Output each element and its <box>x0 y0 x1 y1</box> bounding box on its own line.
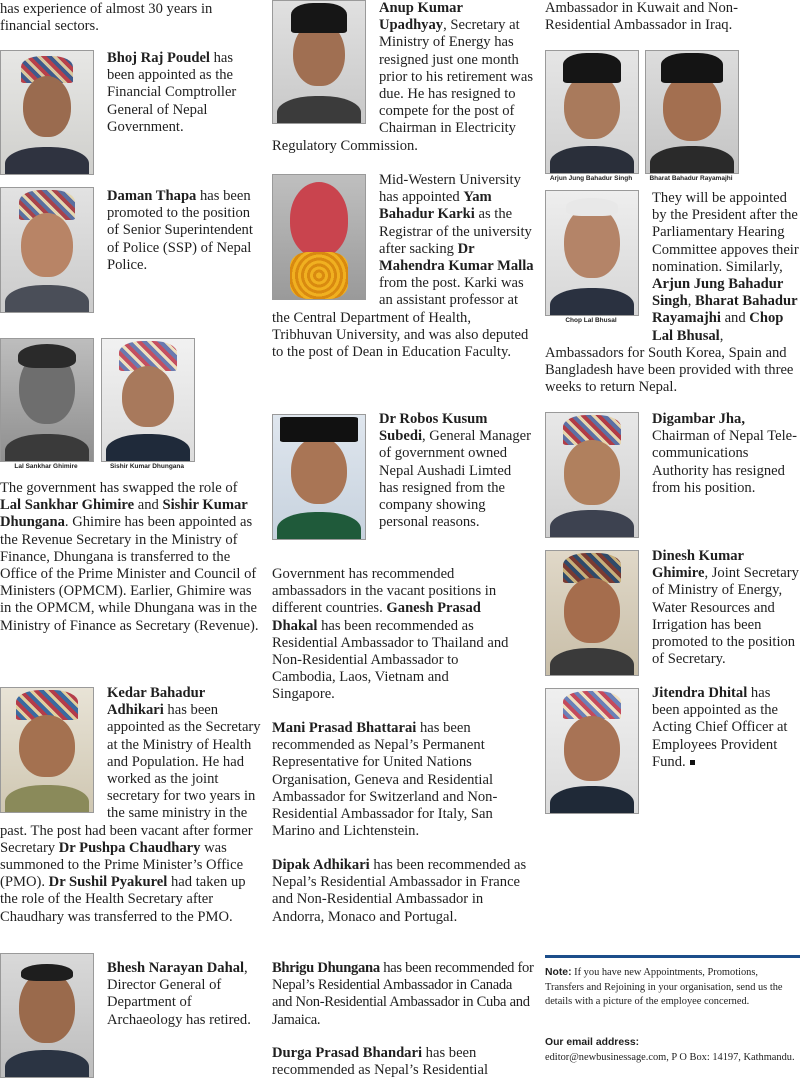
text-dahal: Bhesh Narayan Dahal, Director General of Department of Archaeology has retired. <box>107 960 251 1028</box>
name-dinesh: Dinesh Kumar Ghimire <box>652 548 744 582</box>
name-upadhyay: Anup Kumar Upadhyay <box>379 0 463 34</box>
name-poudel: Bhoj Raj Poudel <box>107 50 210 66</box>
photo-bhesh-narayan-dahal <box>0 953 94 1078</box>
photo-bharat-bahadur-rayamajhi <box>645 50 739 174</box>
photo-robos-kusum-subedi <box>272 414 366 540</box>
text-dipak-adhikari: Dipak Adhikari has been recommended as Nepal’s Residential Ambassador in France and Non-Residential Ambassador in Andorra, Monaco and Portugal. <box>272 857 527 925</box>
photo-dinesh-kumar-ghimire <box>545 550 639 676</box>
photo-daman-thapa <box>0 187 94 313</box>
intro-tail: has experience of almost 30 years in financial sectors. <box>0 1 213 35</box>
text-dhital: Jitendra Dhital has been appointed as the Acting Chief Officer at Employees Provident Fund. <box>652 685 788 770</box>
name-thapa: Daman Thapa <box>107 188 197 204</box>
text-durga: Durga Prasad Bhandari has been recommended as Nepal’s Residential <box>272 1045 488 1079</box>
note-divider <box>545 955 800 958</box>
photo-sishir-kumar-dhungana <box>101 338 195 462</box>
caption-chop: Chop Lal Bhusal <box>565 317 617 324</box>
name-dhital: Jitendra Dhital <box>652 685 748 701</box>
text-dinesh: Dinesh Kumar Ghimire, Joint Secretary of Ministry of Energy, Water Resources and Irrigation has been promoted to the position of Secretary. <box>652 548 799 668</box>
text-upadhyay: Anup Kumar Upadhyay, Secretary at Ministry of Energy has resigned just one month prior to his retirement was due. He has resigned to compete for the post of Chairman in Electricity Regulatory Commission. <box>272 0 534 154</box>
caption-bharat: Bharat Bahadur Rayamajhi <box>649 175 733 182</box>
photo-arjun-jung-bahadur-singh <box>545 50 639 174</box>
text-karki: Mid-Western University has appointed Yam Bahadur Karki as the Registrar of the university after sacking Dr Mahendra Kumar Malla from the post. Karki was an assistant professor at the Central Department of Health, Tribhuvan University, and was also deputed to the post of Dean in Education Faculty. <box>272 172 534 361</box>
name-subedi: Dr Robos Kusum Subedi <box>379 411 488 445</box>
photo-bhoj-raj-poudel <box>0 50 94 175</box>
caption-ghimire: Lal Sankhar Ghimire <box>14 463 78 470</box>
text-dhakal: Government has recommended ambassadors in the vacant positions in different countries. Ganesh Prasad Dhakal has been recommended as Residential Ambassador to Thailand and Non-Residential Ambassador to Cambodia, Laos, Vietnam and Singapore. <box>272 566 509 703</box>
email-label: Our email address: <box>545 1037 640 1048</box>
text-jha: Digambar Jha, Chairman of Nepal Tele-communications Authority has resigned from his position. <box>652 411 797 496</box>
text-adhikari: Kedar Bahadur Adhikari has been appointed as the Secretary at the Ministry of Health and Population. He had worked as the joint secretary for two years in the same ministry in the past. The post had been vacant after former Secretary Dr Pushpa Chaudhary was summoned to the Prime Minister’s Office (PMO). Dr Sushil Pyakurel had taken up the role of the Health Secretary after Chaudhary was transferred to the PMO. <box>0 685 261 925</box>
photo-lal-sankhar-ghimire <box>0 338 94 462</box>
caption-dhungana: Sishir Kumar Dhungana <box>109 463 185 470</box>
caption-arjun: Arjun Jung Bahadur Singh <box>549 175 633 182</box>
end-mark-icon <box>690 760 695 765</box>
note-text: If you have new Appointments, Promotions, Transfers and Rejoining in your organisation, send us the details with a picture of the employee concerned. <box>545 967 783 1007</box>
name-adhikari: Kedar Bahadur Adhikari <box>107 685 205 719</box>
text-poudel: Bhoj Raj Poudel has been appointed as the Financial Comptroller General of Nepal Government. <box>107 50 237 135</box>
text-subedi: Dr Robos Kusum Subedi, General Manager of government owned Nepal Aushadi Limted has resigned from the company showing personal reasons. <box>379 411 531 531</box>
top-tail: Ambassador in Kuwait and Non-Residential Ambassador in Iraq. <box>545 0 738 34</box>
note-label: Note: <box>545 967 572 978</box>
text-thapa: Daman Thapa has been promoted to the position of Senior Superintendent of Police (SSP) of Nepal Police. <box>107 188 253 273</box>
photo-digambar-jha <box>545 412 639 538</box>
text-bhrigu: Bhrigu Dhungana has been recommended for Nepal’s Residential Ambassador in Canada and Non-Residential Ambassador in Cuba and Jamaica. <box>272 960 534 1028</box>
text-swap: The government has swapped the role of Lal Sankhar Ghimire and Sishir Kumar Dhungana. Ghimire has been appointed as the Revenue Secretary in the Ministry of Finance, Dhungana is transferred to the Office of the Prime Minister and Council of Ministers (OPMCM). Earlier, Ghimire was in the OPMCM, while Dhungana was in the Ministry of Finance as Secretary (Revenue). <box>0 480 259 634</box>
email-text[interactable]: editor@newbusinessage.com, P O Box: 14197, Kathmandu. <box>545 1051 795 1063</box>
email-box <box>545 1036 795 1065</box>
photo-jitendra-dhital <box>545 688 639 814</box>
name-jha: Digambar Jha, <box>652 411 745 427</box>
text-bhattarai: Mani Prasad Bhattarai has been recommended as Nepal’s Permanent Representative for United Nations Organisation, Geneva and Residential Ambassador for Switzerland and Non-Residential Ambassador for Italy, San Marino and Lichtenstein. <box>272 720 498 840</box>
text-appoint: They will be appointed by the President after the Parliamentary Hearing Committee appoves their nomination. Similarly, Arjun Jung Bahadur Singh, Bharat Bahadur Rayamajhi and Chop Lal Bhusal, Ambassadors for South Korea, Spain and Bangladesh have been provided with three weeks to return Nepal. <box>545 190 799 396</box>
name-dahal: Bhesh Narayan Dahal <box>107 960 245 976</box>
note-box <box>545 966 795 1010</box>
